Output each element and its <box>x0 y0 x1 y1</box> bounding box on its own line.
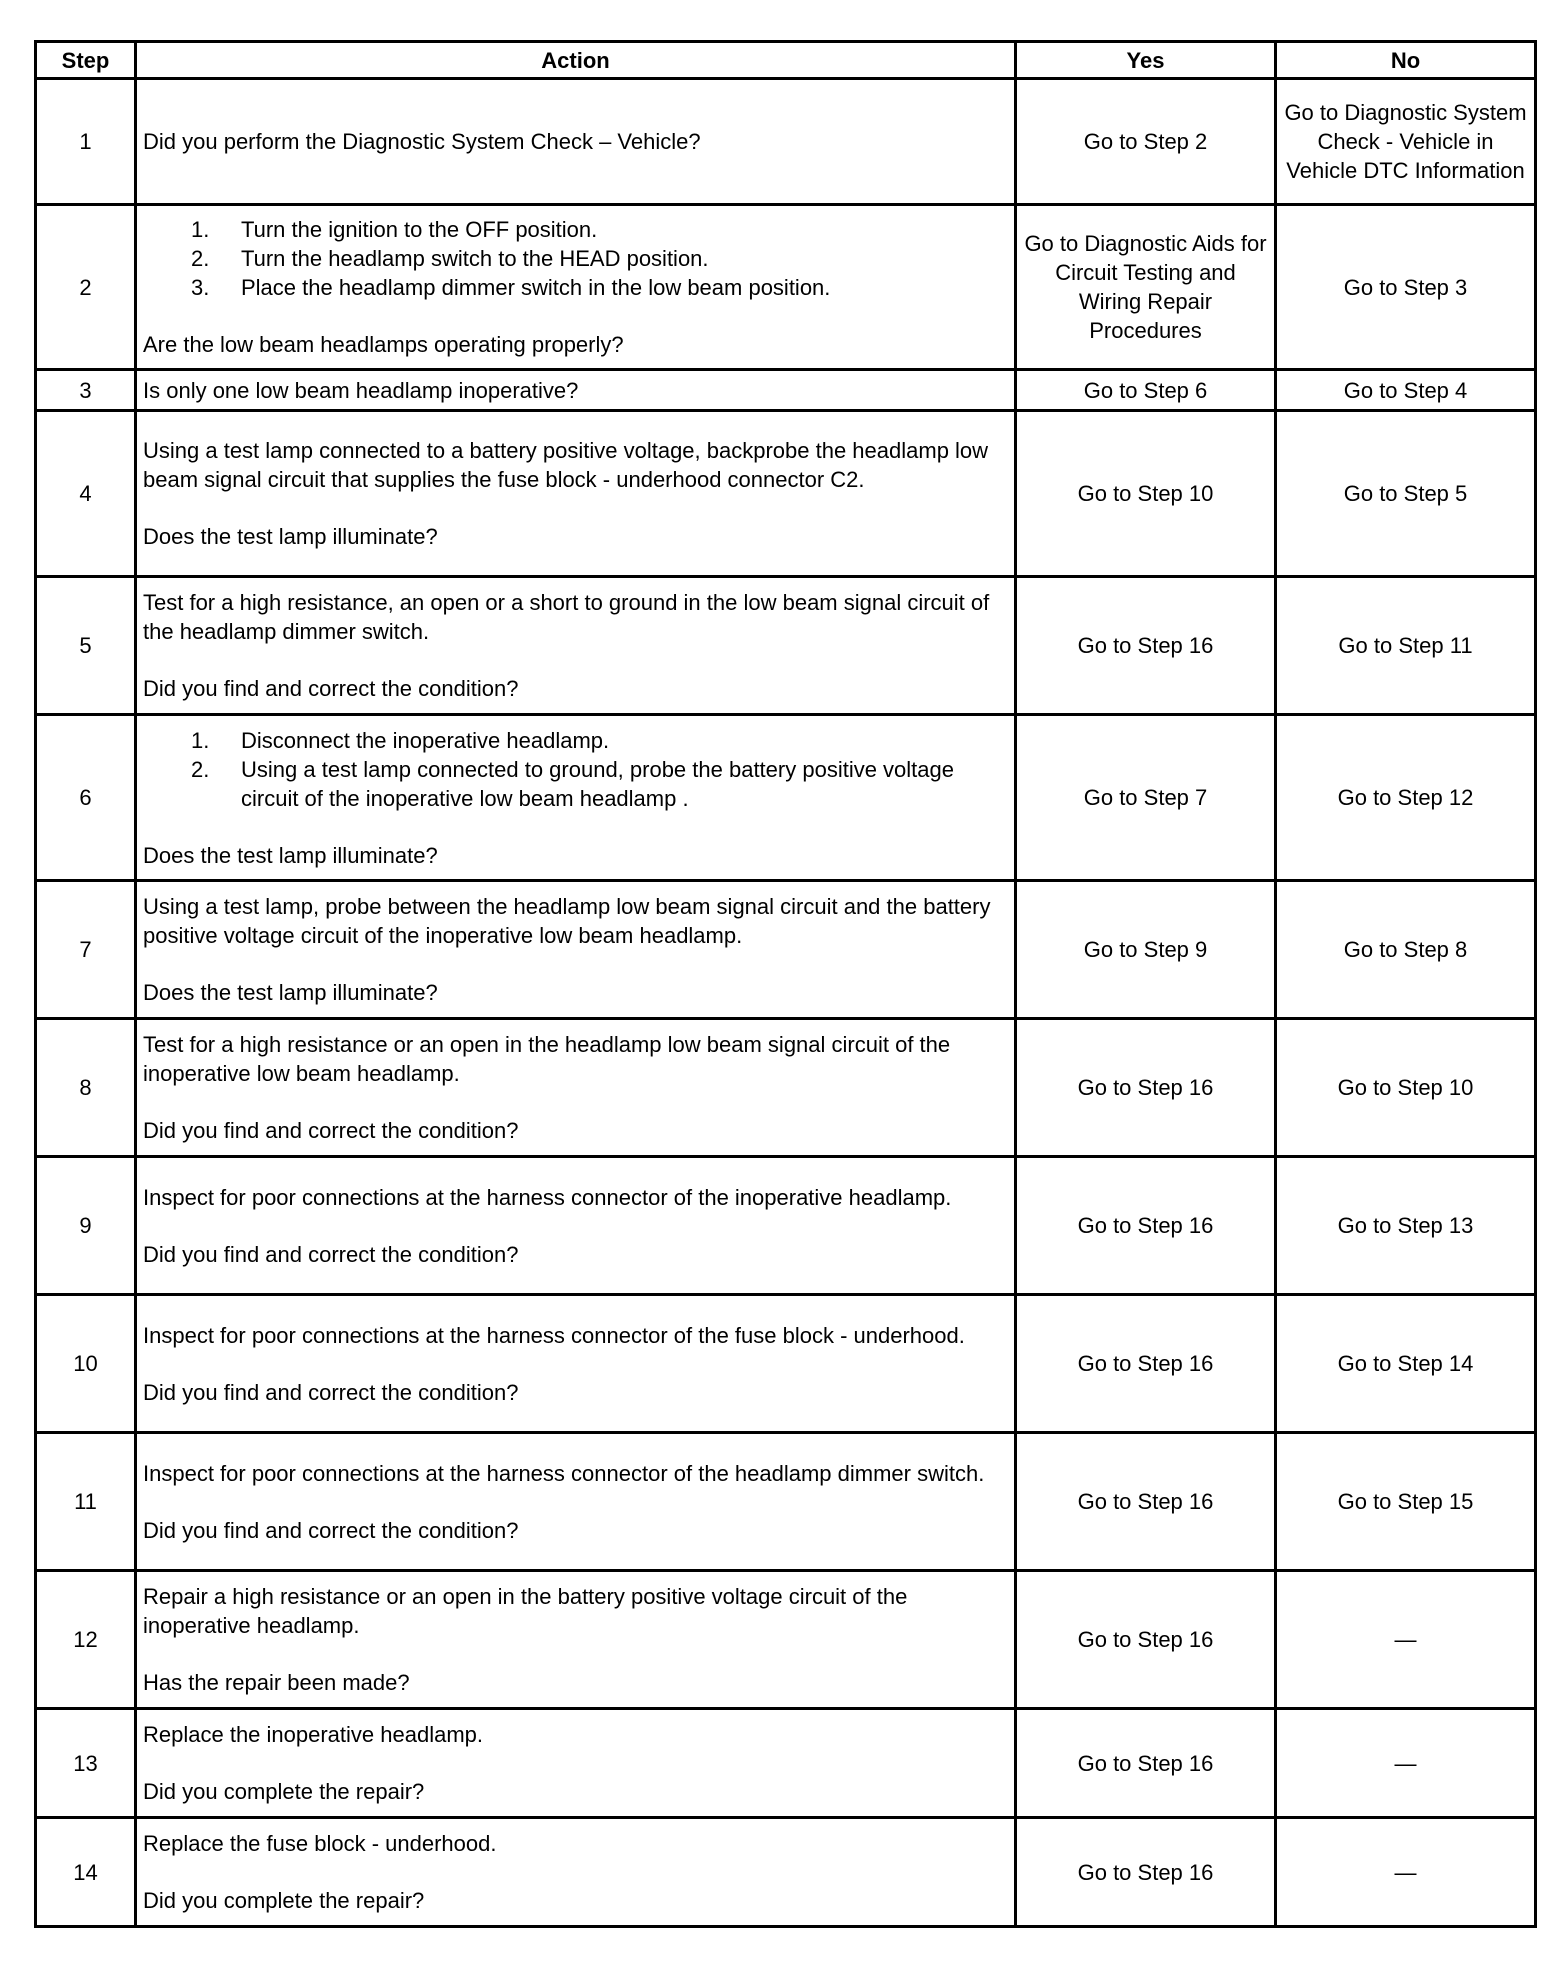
step-number: 6 <box>36 715 136 881</box>
table-row <box>36 205 1536 370</box>
action-question: Does the test lamp illuminate? <box>143 524 438 549</box>
action-cell <box>136 1571 1016 1709</box>
list-item <box>143 726 1008 755</box>
action-cell <box>136 1433 1016 1571</box>
action-text: Is only one low beam headlamp inoperative? <box>143 377 579 403</box>
step-number: 2 <box>36 205 136 370</box>
step-number: 10 <box>36 1295 136 1433</box>
no-cell: Go to Step 12 <box>1276 715 1536 881</box>
action-cell <box>136 1019 1016 1157</box>
yes-cell: Go to Step 16 <box>1016 1019 1276 1157</box>
table-row <box>36 1709 1536 1818</box>
list-text: Place the headlamp dimmer switch in the low beam position. <box>241 275 831 300</box>
list-item <box>143 755 1008 813</box>
yes-cell: Go to Step 16 <box>1016 1295 1276 1433</box>
table-row <box>36 881 1536 1019</box>
header-action: Action <box>136 42 1016 79</box>
action-cell <box>136 1709 1016 1818</box>
action-question: Did you complete the repair? <box>143 1779 425 1804</box>
no-cell: Go to Diagnostic System Check - Vehicle in Vehicle DTC Information <box>1276 79 1536 205</box>
step-number: 8 <box>36 1019 136 1157</box>
action-cell <box>136 370 1016 411</box>
action-cell <box>136 1157 1016 1295</box>
no-cell: — <box>1276 1818 1536 1927</box>
action-text: Test for a high resistance or an open in the headlamp low beam signal circuit of the inoperative low beam headlamp. <box>143 1032 951 1086</box>
action-text: Replace the fuse block - underhood. <box>143 1831 497 1856</box>
step-number: 1 <box>36 79 136 205</box>
table-row <box>36 79 1536 205</box>
header-row <box>36 42 1536 79</box>
step-number: 5 <box>36 577 136 715</box>
table-row <box>36 411 1536 577</box>
yes-cell: Go to Diagnostic Aids for Circuit Testing and Wiring Repair Procedures <box>1016 205 1276 370</box>
no-cell: Go to Step 8 <box>1276 881 1536 1019</box>
action-step-list <box>143 215 1008 302</box>
action-step-list <box>143 726 1008 813</box>
action-cell <box>136 1295 1016 1433</box>
action-text: Inspect for poor connections at the harness connector of the headlamp dimmer switch. <box>143 1460 985 1486</box>
action-question: Does the test lamp illuminate? <box>143 842 438 868</box>
step-number: 14 <box>36 1818 136 1927</box>
action-question: Does the test lamp illuminate? <box>143 980 438 1005</box>
yes-cell: Go to Step 16 <box>1016 1433 1276 1571</box>
no-cell: Go to Step 4 <box>1276 370 1536 411</box>
list-text: Turn the headlamp switch to the HEAD position. <box>241 246 709 271</box>
list-number: 3. <box>191 275 210 300</box>
action-question: Did you find and correct the condition? <box>143 1379 519 1405</box>
action-cell <box>136 1818 1016 1927</box>
list-text: Turn the ignition to the OFF position. <box>241 217 598 242</box>
action-cell <box>136 205 1016 370</box>
yes-cell: Go to Step 6 <box>1016 370 1276 411</box>
action-cell <box>136 577 1016 715</box>
yes-cell: Go to Step 9 <box>1016 881 1276 1019</box>
no-cell: Go to Step 5 <box>1276 411 1536 577</box>
diagnostic-table <box>34 40 1537 1928</box>
table-row <box>36 1157 1536 1295</box>
yes-cell: Go to Step 7 <box>1016 715 1276 881</box>
table-row <box>36 715 1536 881</box>
list-number: 1. <box>191 217 210 242</box>
list-item <box>143 215 1008 244</box>
action-text: Using a test lamp connected to a battery positive voltage, backprobe the headlamp low beam signal circuit that supplies the fuse block - underhood connector C2. <box>143 438 989 492</box>
yes-cell: Go to Step 16 <box>1016 1571 1276 1709</box>
list-number: 1. <box>191 727 210 753</box>
header-yes: Yes <box>1016 42 1276 79</box>
action-question: Did you complete the repair? <box>143 1888 425 1913</box>
list-text: Disconnect the inoperative headlamp. <box>241 727 610 753</box>
action-text: Repair a high resistance or an open in the battery positive voltage circuit of the inoperative headlamp. <box>143 1584 908 1638</box>
action-cell <box>136 411 1016 577</box>
no-cell: Go to Step 15 <box>1276 1433 1536 1571</box>
no-cell: Go to Step 10 <box>1276 1019 1536 1157</box>
action-text: Test for a high resistance, an open or a short to ground in the low beam signal circuit of the headlamp dimmer switch. <box>143 590 990 644</box>
list-item <box>143 273 1008 302</box>
action-question: Has the repair been made? <box>143 1670 410 1695</box>
yes-cell: Go to Step 16 <box>1016 1157 1276 1295</box>
table-row <box>36 1433 1536 1571</box>
step-number: 9 <box>36 1157 136 1295</box>
action-text: Using a test lamp, probe between the headlamp low beam signal circuit and the battery positive voltage circuit of the inoperative low beam headlamp. <box>143 894 991 948</box>
step-number: 13 <box>36 1709 136 1818</box>
action-question: Did you find and correct the condition? <box>143 1241 519 1267</box>
action-question: Did you find and correct the condition? <box>143 1517 519 1543</box>
header-no: No <box>1276 42 1536 79</box>
action-cell <box>136 881 1016 1019</box>
list-item <box>143 244 1008 273</box>
action-text: Inspect for poor connections at the harness connector of the fuse block - underhood. <box>143 1322 965 1348</box>
action-cell <box>136 79 1016 205</box>
step-number: 3 <box>36 370 136 411</box>
action-text: Inspect for poor connections at the harness connector of the inoperative headlamp. <box>143 1184 952 1210</box>
step-number: 7 <box>36 881 136 1019</box>
step-number: 4 <box>36 411 136 577</box>
yes-cell: Go to Step 2 <box>1016 79 1276 205</box>
list-number: 2. <box>191 246 210 271</box>
list-number: 2. <box>191 756 210 782</box>
action-text: Replace the inoperative headlamp. <box>143 1722 484 1747</box>
no-cell: Go to Step 3 <box>1276 205 1536 370</box>
no-cell: Go to Step 11 <box>1276 577 1536 715</box>
no-cell: Go to Step 14 <box>1276 1295 1536 1433</box>
table-row <box>36 577 1536 715</box>
action-question: Did you find and correct the condition? <box>143 676 519 701</box>
action-question: Did you find and correct the condition? <box>143 1118 519 1143</box>
no-cell: — <box>1276 1709 1536 1818</box>
action-text: Did you perform the Diagnostic System Check – Vehicle? <box>143 129 701 154</box>
step-number: 11 <box>36 1433 136 1571</box>
yes-cell: Go to Step 16 <box>1016 1818 1276 1927</box>
table-row <box>36 1818 1536 1927</box>
action-question: Are the low beam headlamps operating properly? <box>143 332 624 357</box>
yes-cell: Go to Step 16 <box>1016 577 1276 715</box>
yes-cell: Go to Step 10 <box>1016 411 1276 577</box>
table-row <box>36 1295 1536 1433</box>
list-text: Using a test lamp connected to ground, probe the battery positive voltage circuit of the inoperative low beam headlamp . <box>241 756 954 811</box>
table-row <box>36 370 1536 411</box>
no-cell: Go to Step 13 <box>1276 1157 1536 1295</box>
action-cell <box>136 715 1016 881</box>
table-row <box>36 1571 1536 1709</box>
yes-cell: Go to Step 16 <box>1016 1709 1276 1818</box>
step-number: 12 <box>36 1571 136 1709</box>
no-cell: — <box>1276 1571 1536 1709</box>
table-row <box>36 1019 1536 1157</box>
header-step: Step <box>36 42 136 79</box>
